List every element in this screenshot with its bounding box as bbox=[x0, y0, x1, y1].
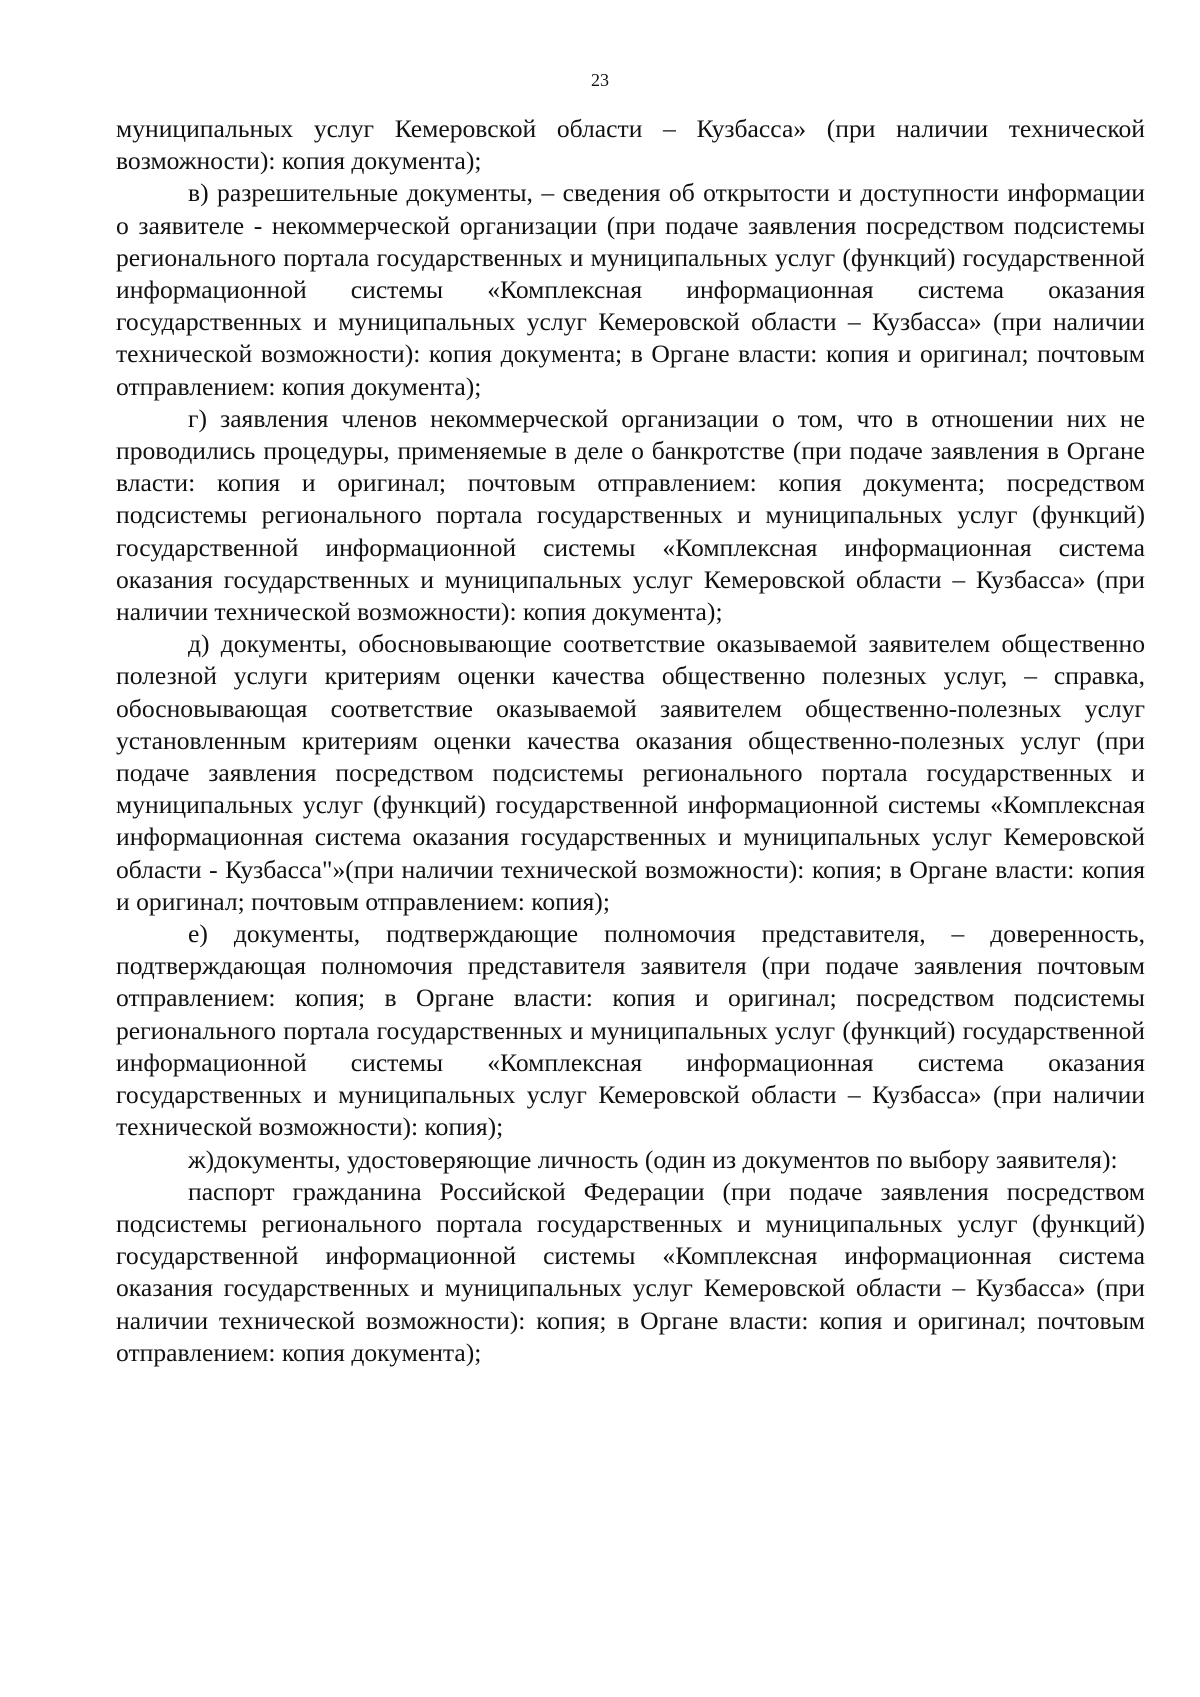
document-body bbox=[116, 113, 1145, 1369]
paragraph-passport: паспорт гражданина Российской Федерации (при подаче заявления посредством подсистемы регионального портала государственных и муниципальных услуг (функций) государственной информационной системы «Комплексная информационная система оказания государственных и муниципальных услуг Кемеровской области – Кузбасса» (при наличии технической возможности): копия; в Органе власти: копия и оригинал; почтовым отправлением: копия документа); bbox=[116, 1176, 1145, 1367]
paragraph-continuation: муниципальных услуг Кемеровской области – Кузбасса» (при наличии технической возможности): копия документа); bbox=[116, 114, 1145, 176]
paragraph-item-zh: ж)документы, удостоверяющие личность (один из документов по выбору заявителя): bbox=[188, 1144, 1118, 1174]
page-number: 23 bbox=[591, 70, 609, 90]
paragraph-item-v: в) разрешительные документы, – сведения об открытости и доступности информации о заявителе - некоммерческой организации (при подаче заявления посредством подсистемы регионального портала государственных и муниципальных услуг (функций) государственной информационной системы «Комплексная информационная система оказания государственных и муниципальных услуг Кемеровской области – Кузбасса» (при наличии технической возможности): копия документа; в Органе власти: копия и оригинал; почтовым отправлением: копия документа); bbox=[116, 178, 1145, 401]
paragraph-item-g: г) заявления членов некоммерческой организации о том, что в отношении них не проводились процедуры, применяемые в деле о банкротстве (при подаче заявления в Органе власти: копия и оригинал; почтовым отправлением: копия документа; посредством подсистемы регионального портала государственных и муниципальных услуг (функций) государственной информационной системы «Комплексная информационная система оказания государственных и муниципальных услуг Кемеровской области – Кузбасса» (при наличии технической возможности): копия документа); bbox=[116, 403, 1145, 627]
paragraph-item-d: д) документы, обосновывающие соответствие оказываемой заявителем общественно полезной услуги критериям оценки качества общественно полезных услуг, – справка, обосновывающая соответствие оказываемой заявителем общественно-полезных услуг установленным критериям оценки качества оказания общественно-полезных услуг (при подаче заявления посредством подсистемы регионального портала государственных и муниципальных услуг (функций) государственной информационной системы «Комплексная информационная система оказания государственных и муниципальных услуг Кемеровской области - Кузбасса"»(при наличии технической возможности): копия; в Органе власти: копия и оригинал; почтовым отправлением: копия); bbox=[116, 629, 1145, 916]
paragraph-item-e: е) документы, подтверждающие полномочия представителя, – доверенность, подтверждающая полномочия представителя заявителя (при подаче заявления почтовым отправлением: копия; в Органе власти: копия и оригинал; посредством подсистемы регионального портала государственных и муниципальных услуг (функций) государственной информационной системы «Комплексная информационная система оказания государственных и муниципальных услуг Кемеровской области – Кузбасса» (при наличии технической возможности): копия); bbox=[116, 919, 1145, 1142]
